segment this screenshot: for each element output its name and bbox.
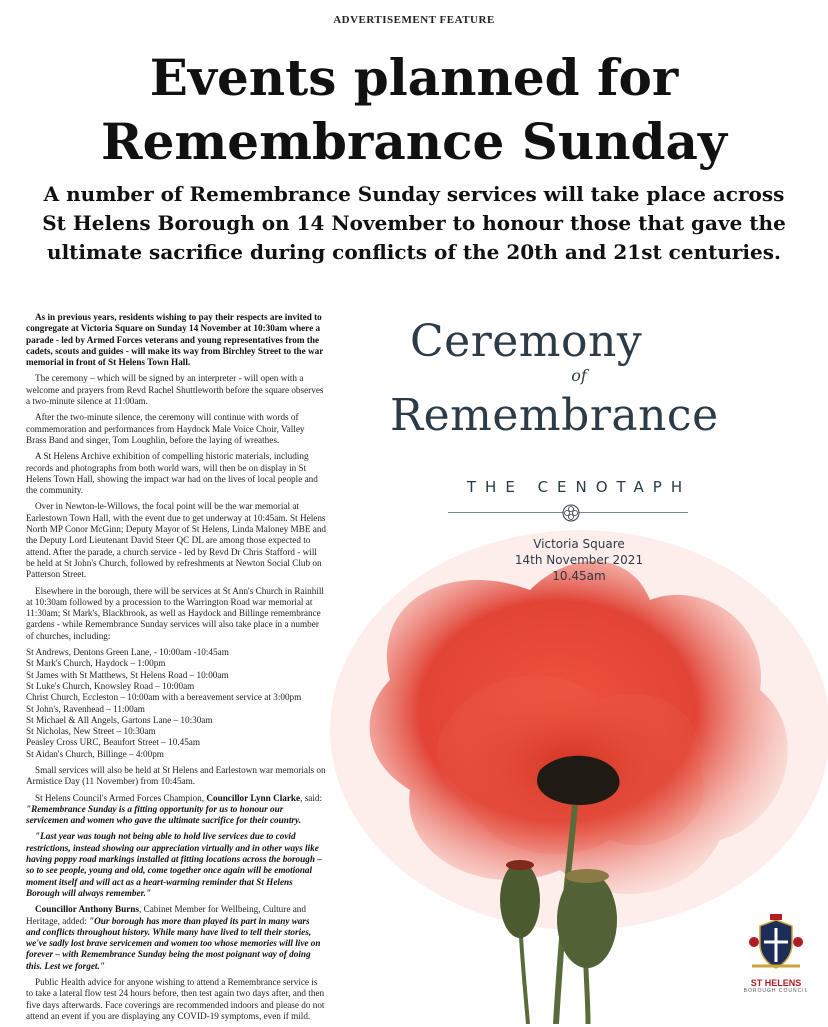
event-details (330, 536, 828, 584)
quote-text: "Remembrance Sunday is a fitting opportunity for us to honour our servicemen and women who gave the ultimate sacrifice for their country. (26, 803, 302, 826)
body-paragraph: After the two-minute silence, the ceremony will continue with words of commemoration and performances from Haydock Male Voice Choir, Valley Brass Band and singer, Tom Loughlin, before the laying of wreathes. (26, 412, 305, 445)
headline (0, 46, 828, 174)
headline-line-2: Remembrance Sunday (101, 112, 727, 171)
list-item: St Luke's Church, Knowsley Road – 10:00am (26, 680, 195, 691)
event-time: 10.45am (552, 569, 606, 583)
lead-paragraph: As in previous years, residents wishing to pay their respects are invited to congregate at Victoria Square on Sunday 14 November at 10:30am where a parade - led by Armed Forces veterans and young representatives from the cadets, scouts and guides - will make its way from Birchley Street to the war memorial in front of St Helens Town Hall. (26, 312, 324, 368)
quote-paragraph (26, 793, 326, 827)
list-item: St Michael & All Angels, Gartons Lane – 10:30am (26, 714, 213, 725)
attribution-said: , said: (300, 792, 323, 803)
body-paragraph: Small services will also be held at St Helens and Earlestown war memorials on Armistice Day (11 November) from 10:45am. (26, 764, 326, 787)
advertisement-feature-label: ADVERTISEMENT FEATURE (333, 14, 495, 26)
speaker-role: , Cabinet Member for Wellbeing, Culture and Heritage, added: (26, 904, 306, 926)
quote-text: "Our borough has more than played its part in many wars and conflicts throughout history. While many have lived to tell their stories, we've sadly lost brave servicemen and women too whose memories will live on forever – with Remembrance Sunday being the most poignant way of doing this. Lest we forget." (26, 915, 321, 971)
speaker-name: Councillor Anthony Burns (35, 904, 139, 915)
council-sub: BOROUGH COUNCIL (743, 988, 809, 994)
body-paragraph: Over in Newton-le-Willows, the focal point will be the war memorial at Earlestown Town Hall, with the event due to get underway at 10:45am. St Helens North MP Conor McGinn; Deputy Mayor of St Helens, Linda Maloney MBE and the Deputy Lord Lieutenant David Steer QC DL are among those expected to attend. After the parade, a church service - led by Revd Dr Chris Stafford - will be held at St John's Church, followed by refreshments at Newton Social Club on Patterson Street. (26, 501, 327, 580)
body-paragraph: The ceremony – which will be signed by an interpreter - will open with a welcome and prayers from Revd Rachel Shuttleworth before the square observes a two-minute silence at 11:00am. (26, 373, 324, 407)
body-paragraph: Public Health advice for anyone wishing to attend a Remembrance service is to take a lateral flow test 24 hours before, then test again two days after, and then five days afterwards. Face coverings are recommended indoors and please do not attend an event if you are displaying any COVID-19 symptoms, even if mild. (26, 977, 325, 1021)
speaker-name: Councillor Lynn Clarke (206, 792, 301, 803)
quote-paragraph (26, 904, 326, 972)
list-item: Christ Church, Eccleston – 10:00am with a bereavement service at 3:00pm (26, 692, 302, 703)
cenotaph-subtitle: THE CENOTAPH (466, 478, 692, 496)
body-paragraph: A St Helens Archive exhibition of compelling historic materials, including records and photographs from both world wars, will then be on display in St Helens Town Hall, showing the impact war had on the lives of local people and the community. (26, 451, 318, 496)
council-name: ST HELENS (750, 978, 802, 988)
list-item: St Mark's Church, Haydock – 1:00pm (26, 658, 166, 669)
quote-paragraph: "Last year was tough not being able to hold live services due to covid restrictions, instead showing our appreciation virtually and in other ways like having poppy road markings installed at fitting locations across the borough – so to see people, young and old, come together once again will be emotional moment itself and will act as a heart-warming reminder that St Helens Borough will always remember." (26, 831, 322, 898)
attribution-intro: St Helens Council's Armed Forces Champion, (35, 792, 205, 803)
event-date: 14th November 2021 (514, 553, 644, 567)
church-list (26, 647, 326, 760)
list-item: Peasley Cross URC, Beaufort Street – 10.45am (26, 737, 201, 748)
rosette-icon (562, 504, 580, 522)
title-ceremony: Ceremony (410, 316, 643, 367)
list-item: St John's, Ravenhead – 11:00am (26, 703, 145, 714)
title-remembrance: Remembrance (390, 390, 719, 441)
event-venue: Victoria Square (533, 537, 625, 551)
list-item: St Andrews, Dentons Green Lane, - 10:00am -10:45am (26, 647, 229, 658)
headline-line-1: Events planned for (149, 48, 679, 107)
list-item: St Aidan's Church, Billinge – 4:00pm (26, 748, 164, 759)
body-paragraph: Elsewhere in the borough, there will be services at St Ann's Church in Rainhill at 10:30am followed by a procession to the Warrington Road war memorial at 11:30am; St Mark's, Blackbrook, as well as Haydock and Billinge remembrance gardens - while Remembrance Sunday services will also take place in a number of churches, including: (26, 585, 324, 641)
standfirst: A number of Remembrance Sunday services will take place across St Helens Borough on 14 November to honour those that gave the ultimate sacrifice during conflicts of the 20th and 21st centuries. (42, 182, 786, 264)
title-of: of (571, 366, 587, 385)
seed-pod-right (557, 872, 617, 968)
seed-pod-left (500, 862, 540, 938)
list-item: St James with St Matthews, St Helens Road – 10:00am (26, 669, 229, 680)
council-crest-icon (748, 914, 804, 972)
article-body (26, 312, 326, 1027)
list-item: St Nicholas, New Street – 10:30am (26, 726, 156, 737)
council-logo (740, 978, 812, 994)
